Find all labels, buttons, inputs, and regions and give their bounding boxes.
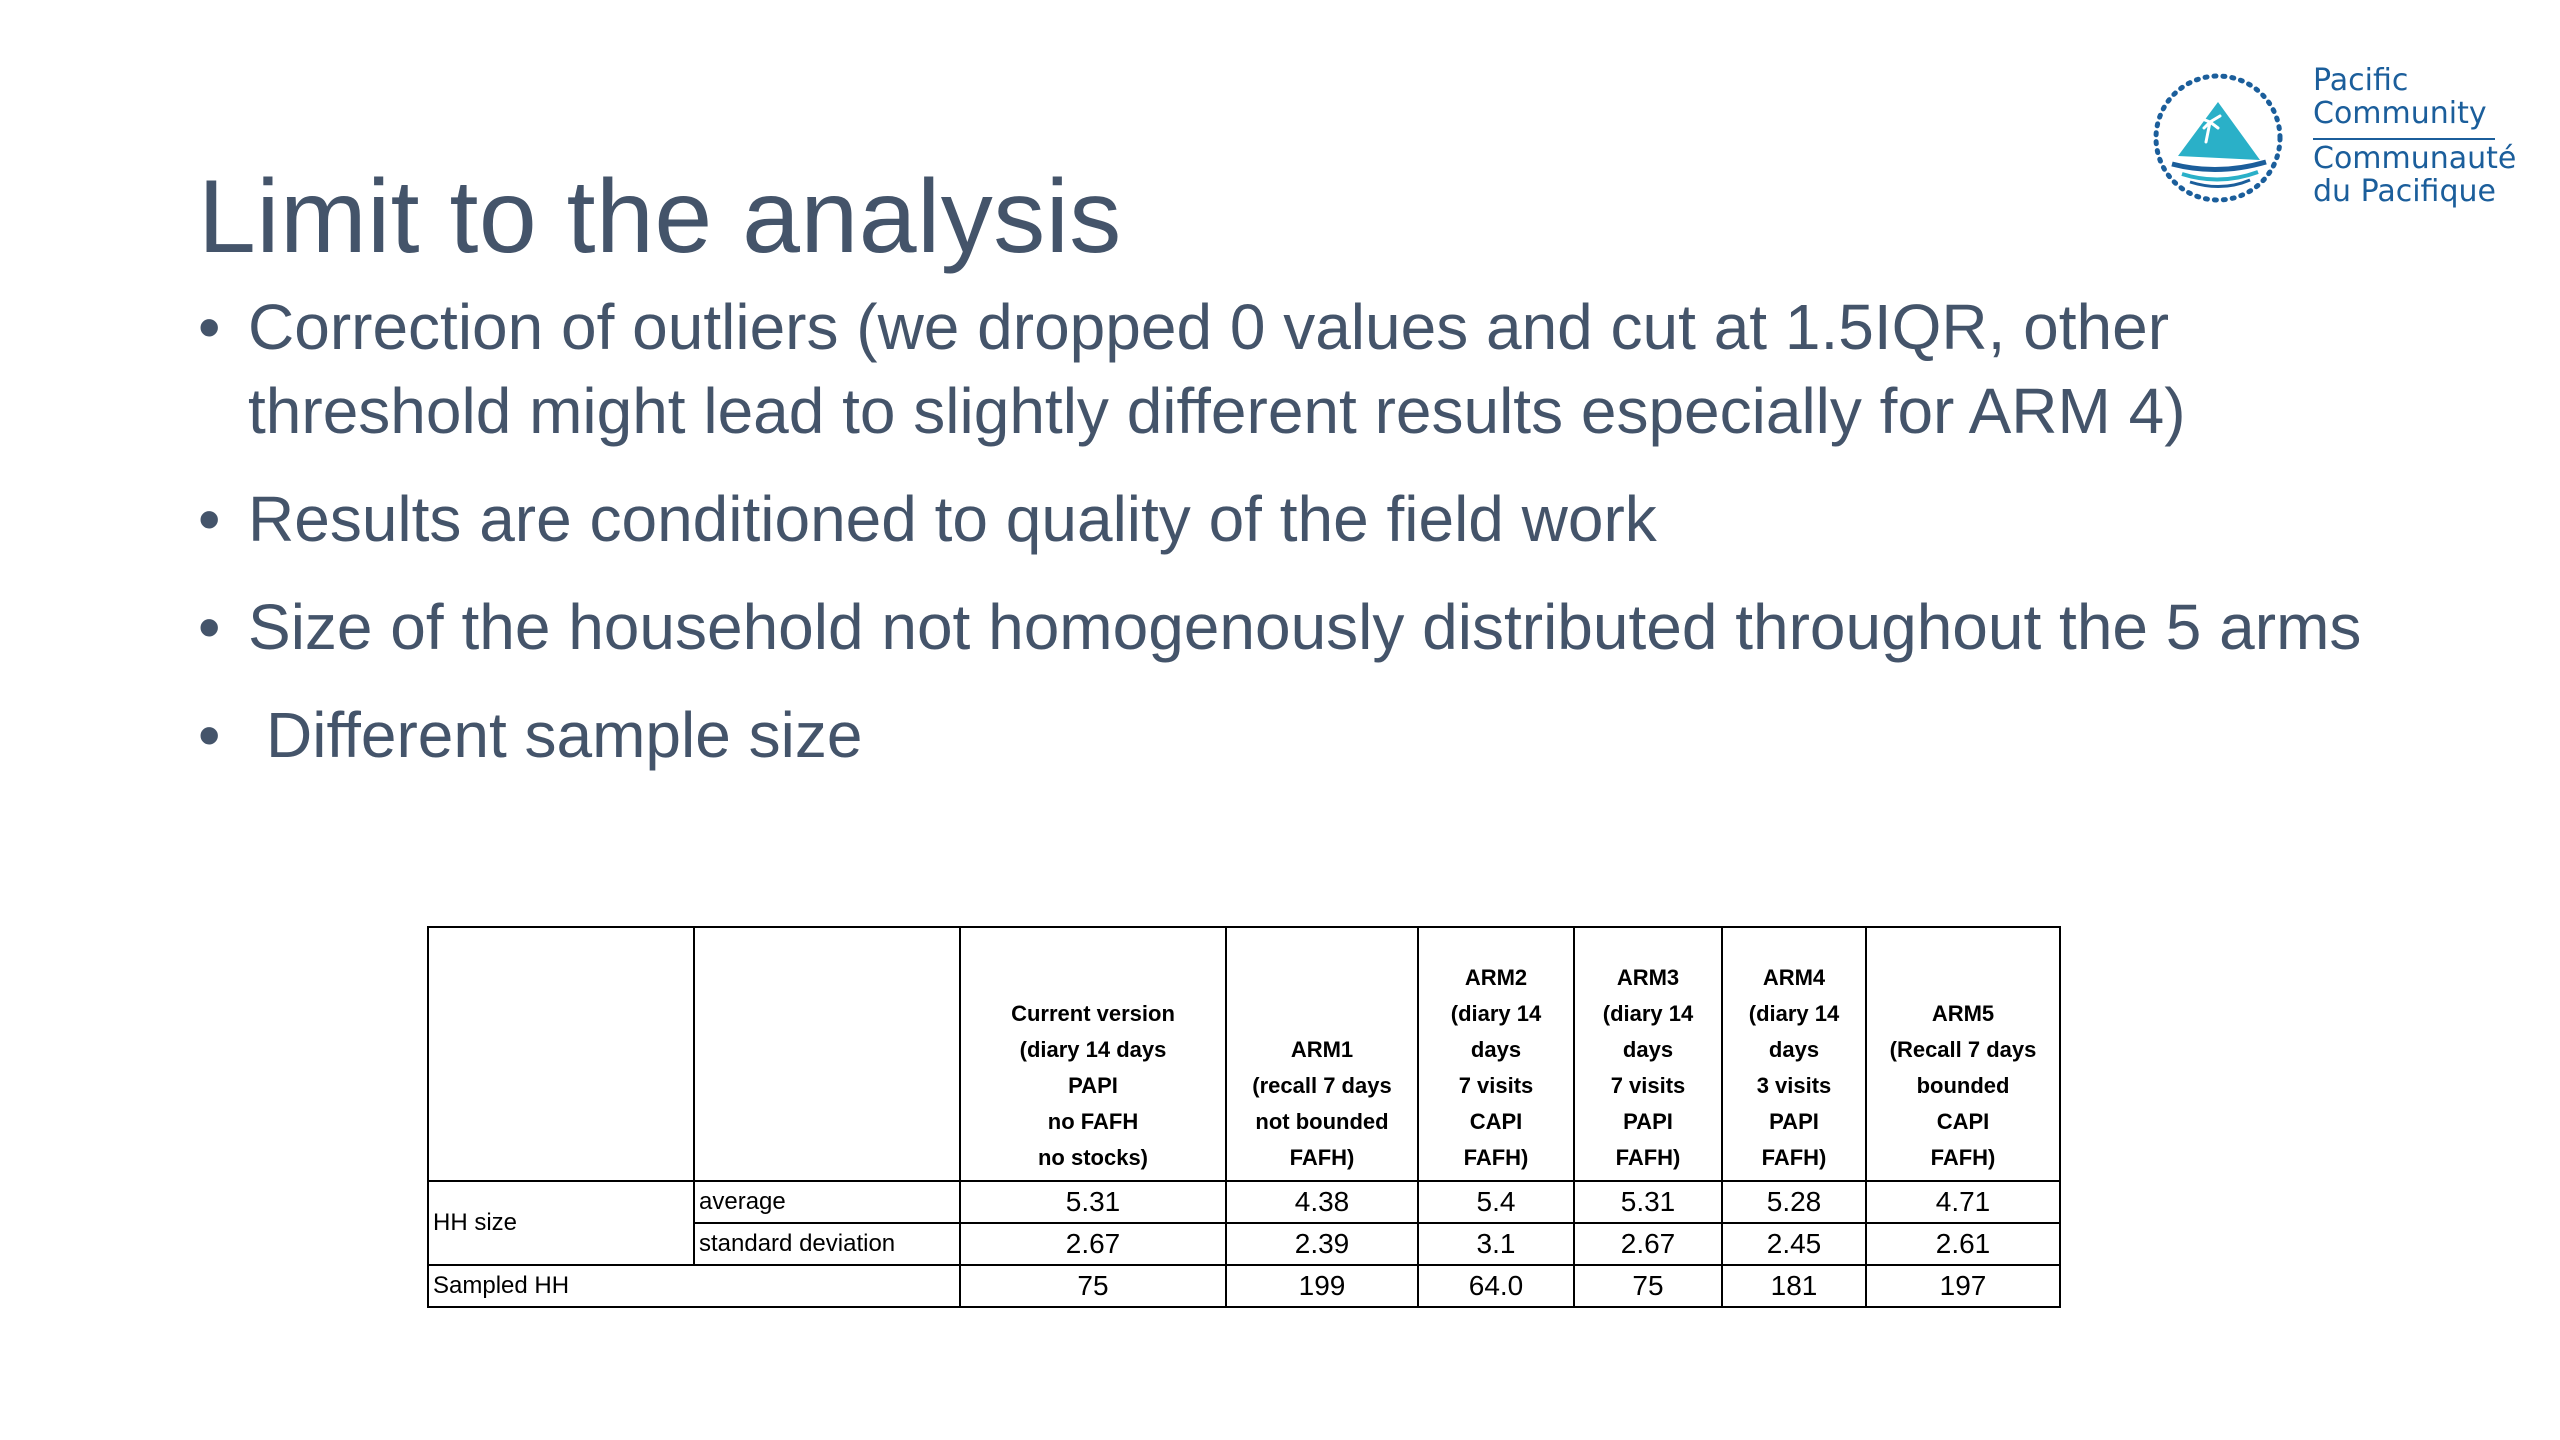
bullet-item (198, 285, 2438, 453)
table-cell: 2.67 (960, 1223, 1226, 1265)
table-header-cell (428, 927, 694, 1181)
slide-title: Limit to the analysis (198, 158, 1122, 275)
table-cell: 75 (960, 1265, 1226, 1307)
bullet-text: Different sample size (266, 699, 863, 771)
table-cell: 75 (1574, 1265, 1722, 1307)
table-header-arm2: ARM2 (diary 14 days 7 visits CAPI FAFH) (1418, 927, 1574, 1181)
logo-text-english (2313, 64, 2487, 130)
table-cell: 199 (1226, 1265, 1418, 1307)
table-header-row (428, 927, 2060, 1181)
logo-line-community: Community (2313, 96, 2487, 131)
pacific-community-emblem-icon (2148, 64, 2298, 214)
table-cell: 2.61 (1866, 1223, 2060, 1265)
table-row-sampled-hh (428, 1265, 2060, 1307)
table-group-label: HH size (428, 1181, 694, 1265)
bullet-dot-icon: • (198, 291, 221, 363)
bullet-text: Results are conditioned to quality of the field work (248, 483, 1657, 555)
table-row-label: average (694, 1181, 960, 1223)
table-cell: 4.71 (1866, 1181, 2060, 1223)
bullet-item (198, 477, 2438, 561)
table-cell: 5.31 (1574, 1181, 1722, 1223)
table-cell: 4.38 (1226, 1181, 1418, 1223)
table-header-cell (694, 927, 960, 1181)
logo-line-communaute: Communauté (2313, 141, 2517, 176)
table-cell: 5.4 (1418, 1181, 1574, 1223)
table-cell: 2.67 (1574, 1223, 1722, 1265)
table-header-arm5: ARM5 (Recall 7 days bounded CAPI FAFH) (1866, 927, 2060, 1181)
logo-line-pacific: Pacific (2313, 63, 2409, 98)
logo-divider (2313, 138, 2495, 140)
table-row-label: Sampled HH (428, 1265, 960, 1307)
table-cell: 5.31 (960, 1181, 1226, 1223)
logo-line-du-pacifique: du Pacifique (2313, 174, 2496, 209)
bullet-dot-icon: • (198, 591, 221, 663)
table-cell: 3.1 (1418, 1223, 1574, 1265)
bullet-item (198, 585, 2438, 669)
table-cell: 5.28 (1722, 1181, 1866, 1223)
hh-size-table (427, 926, 2061, 1308)
bullet-item (198, 693, 2438, 777)
logo-text-french (2313, 142, 2516, 208)
table-header-arm1: ARM1 (recall 7 days not bounded FAFH) (1226, 927, 1418, 1181)
bullet-dot-icon: • (198, 483, 221, 555)
table-cell: 64.0 (1418, 1265, 1574, 1307)
bullet-list (198, 285, 2438, 801)
bullet-dot-icon: • (198, 699, 221, 771)
table-cell: 2.45 (1722, 1223, 1866, 1265)
table-cell: 2.39 (1226, 1223, 1418, 1265)
table-cell: 197 (1866, 1265, 2060, 1307)
bullet-text: Correction of outliers (we dropped 0 values and cut at 1.5IQR, other threshold might lead to slightly different results especially for ARM 4) (248, 291, 2186, 447)
bullet-text: Size of the household not homogenously distributed throughout the 5 arms (248, 591, 2362, 663)
table-row-label: standard deviation (694, 1223, 960, 1265)
table-row-average (428, 1181, 2060, 1223)
table-header-arm4: ARM4 (diary 14 days 3 visits PAPI FAFH) (1722, 927, 1866, 1181)
pacific-community-logo (2148, 63, 2517, 214)
table-cell: 181 (1722, 1265, 1866, 1307)
table-header-arm3: ARM3 (diary 14 days 7 visits PAPI FAFH) (1574, 927, 1722, 1181)
table-header-current-version: Current version (diary 14 days PAPI no FAFH no stocks) (960, 927, 1226, 1181)
